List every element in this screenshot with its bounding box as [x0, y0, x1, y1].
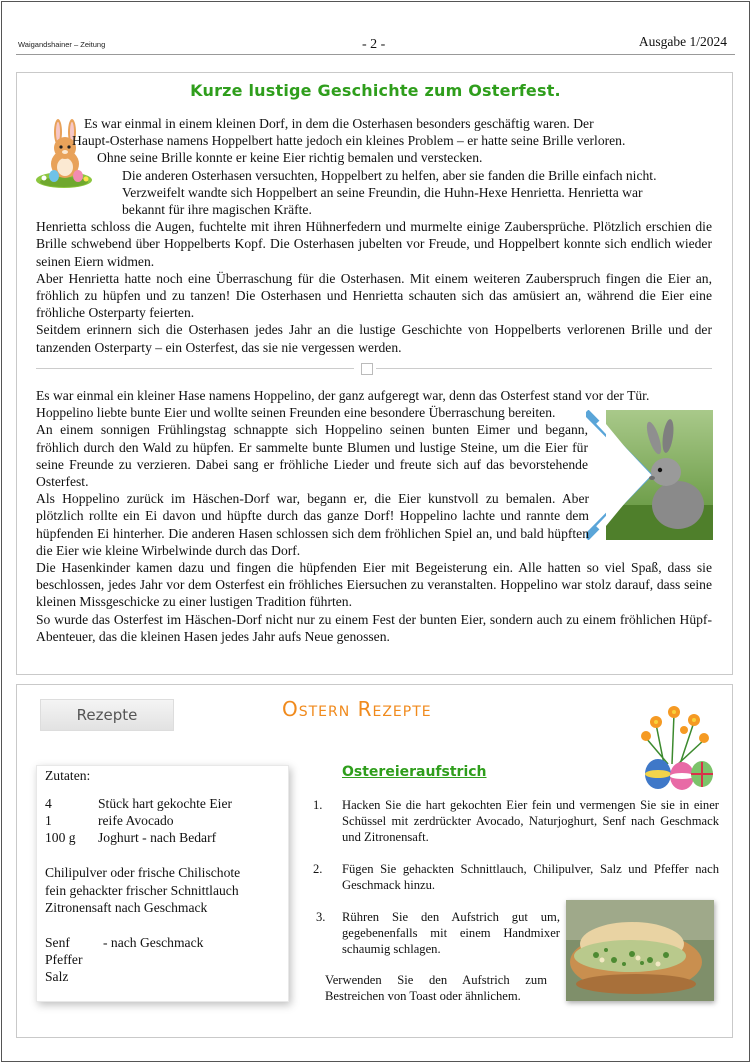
- ingredient-qty: 100 g: [45, 830, 76, 845]
- step-number: 3.: [316, 910, 326, 924]
- story2-text: [36, 387, 712, 645]
- recipes-title: Ostern Rezepte: [282, 697, 432, 721]
- ingredient-item: Stück hart gekochte Eier: [98, 796, 232, 811]
- story2-paragraph: So wurde das Osterfest im Häschen-Dorf nicht nur zu einem Fest der bunten Eier, sondern auch zu einem fröhlichen Hüpf-Abenteuer, das die kleinen Hasen jedes Jahr aufs Neue genossen.: [36, 611, 712, 644]
- step-number: 1.: [313, 798, 323, 812]
- step-text: Hacken Sie die hart gekochten Eier fein und vermengen Sie sie in einer Schüssel mit zerdrückter Avocado, Naturjoghurt, Senf nach Geschmack und Zitronensaft.: [342, 798, 719, 844]
- story2-paragraph: Als Hoppelino zurück im Häschen-Dorf war, begann er, die Eier kunstvoll zu bemalen. Aber plötzlich rollte ein Ei davon und hüpfte durch das ganze Dorf! Hoppelino lachte und rannte dem hüpfenden Ei hinterher. Die anderen Hasen schlossen sich dem fröhlichen Spiel an, und bald hüpften die Eier wie kleine Wirbelwinde durch das Dorf.: [36, 491, 589, 558]
- seasoning-note: - nach Geschmack: [103, 935, 204, 950]
- page-number: - 2 -: [362, 37, 386, 52]
- seasoning-name: Senf: [45, 935, 70, 950]
- newspaper-name: Waigandshainer – Zeitung: [18, 40, 106, 49]
- ingredient-row: [45, 812, 174, 829]
- ingredients-card: [36, 765, 289, 1002]
- story1-paragraph: Henrietta schloss die Augen, fuchtelte mit ihren Hühnerfedern und murmelte einige Zaubersprüche. Plötzlich erschien die Brille schwebend über Hoppelberts Kopf. Die Osterhasen jubelten vor Freude, und Hoppelbert konnte sich endlich wieder seinen Eiern widmen.: [36, 219, 712, 269]
- seasoning-row: [45, 934, 203, 951]
- story1-line: Haupt-Osterhase namens Hoppelbert hatte jedoch ein kleines Problem – er hatte seine Brille verloren.: [72, 133, 626, 149]
- section-divider: [36, 368, 712, 370]
- story2-paragraph: Hoppelino liebte bunte Eier und wollte seinen Freunden eine besondere Überraschung bereiten.: [36, 405, 556, 421]
- step-text: Rühren Sie den Aufstrich gut um, gegebenenfalls mit einem Handmixer schaumig schlagen.: [342, 910, 560, 956]
- rezepte-tab-button[interactable]: Rezepte: [40, 699, 174, 731]
- egg-spread-toast-photo: [566, 900, 714, 1001]
- ingredients-heading: Zutaten:: [45, 768, 91, 783]
- ingredient-qty: 1: [45, 813, 52, 828]
- story1-line: Ohne seine Brille konnte er keine Eier richtig bemalen und verstecken.: [97, 150, 483, 166]
- step-number: 2.: [313, 862, 323, 876]
- ingredient-row: [45, 795, 232, 812]
- story1-text: [36, 115, 712, 356]
- story2-paragraph: Die Hasenkinder kamen dazu und fingen die hüpfenden Eier mit Begeisterung ein. Alle hatten so viel Spaß, dass sie beschlossen, jedes Jahr vor dem Osterfest ein fröhliches Eiersuchen zu veranstalten. Hoppelino war stolz darauf, dass seine kleinen Missgeschicke zu einer lustigen Tradition führten.: [36, 560, 712, 610]
- recipe-method-title: Ostereieraufstrich: [342, 764, 487, 780]
- ingredient-extra: fein gehackter frischer Schnittlauch: [45, 883, 239, 898]
- issue-label: Ausgabe 1/2024: [638, 34, 727, 49]
- seasoning-name: Salz: [45, 969, 69, 984]
- story2-paragraph: An einem sonnigen Frühlingstag schnappte sich Hoppelino seinen bunten Eimer und begann, fröhlich durch den Wald zu hüpfen. Er sammelte bunte Blumen und lustige Steine, um die Eier für seine Freunde zu verzieren. Dabei sang er fröhliche Lieder und freute sich auf das bevorstehende Osterfest.: [36, 422, 588, 490]
- divider-ornament: [361, 363, 373, 375]
- story1-line: Die anderen Osterhasen versuchten, Hoppelbert zu helfen, aber sie fanden die Brille einfach nicht.: [122, 167, 657, 183]
- ingredient-row: [45, 829, 216, 846]
- seasoning-name: Pfeffer: [45, 952, 83, 967]
- story1-line: Es war einmal in einem kleinen Dorf, in dem die Osterhasen besonders geschäftig waren. Der: [84, 116, 594, 131]
- story-title: Kurze lustige Geschichte zum Osterfest.: [190, 81, 561, 100]
- story1-paragraph: Aber Henrietta hatte noch eine Überraschung für die Osterhasen. Mit einem weiteren Zauberspruch fingen die Eier an, fröhlich zu hüpfen und zu tanzen! Die Osterhasen und Henrietta schauten sich das amüsiert an, während die Eier eine fröhliche Osterparty feierten.: [36, 270, 712, 321]
- ingredient-extra: Chilipulver oder frische Chilischote: [45, 865, 241, 880]
- story2-paragraph: Es war einmal ein kleiner Hase namens Hoppelino, der ganz aufgeregt war, denn das Osterfest stand vor der Tür.: [36, 388, 650, 403]
- story1-line: bekannt für ihre magischen Kräfte.: [122, 202, 312, 218]
- ingredient-extra: Zitronensaft nach Geschmack: [45, 900, 208, 915]
- story1-line: Verzweifelt wandte sich Hoppelbert an seine Freundin, die Huhn-Hexe Henrietta. Henrietta war: [122, 184, 643, 200]
- recipe-closing-note: Verwenden Sie den Aufstrich zum Bestreichen von Toast oder ähnlichem.: [325, 973, 547, 1003]
- step-text: Fügen Sie gehackten Schnittlauch, Chilipulver, Salz und Pfeffer nach Geschmack hinzu.: [342, 862, 719, 892]
- ingredient-item: Joghurt - nach Bedarf: [98, 830, 217, 845]
- easter-flowers-illustration: [634, 694, 720, 790]
- ingredient-item: reife Avocado: [98, 813, 174, 828]
- ingredient-qty: 4: [45, 796, 52, 811]
- header-rule: [16, 54, 735, 55]
- story1-paragraph: Seitdem erinnern sich die Osterhasen jedes Jahr an die lustige Geschichte von Hoppelberts verlorenen Brille und der tanzenden Osterparty – ein Osterfest, das sie nie vergessen werden.: [36, 322, 712, 355]
